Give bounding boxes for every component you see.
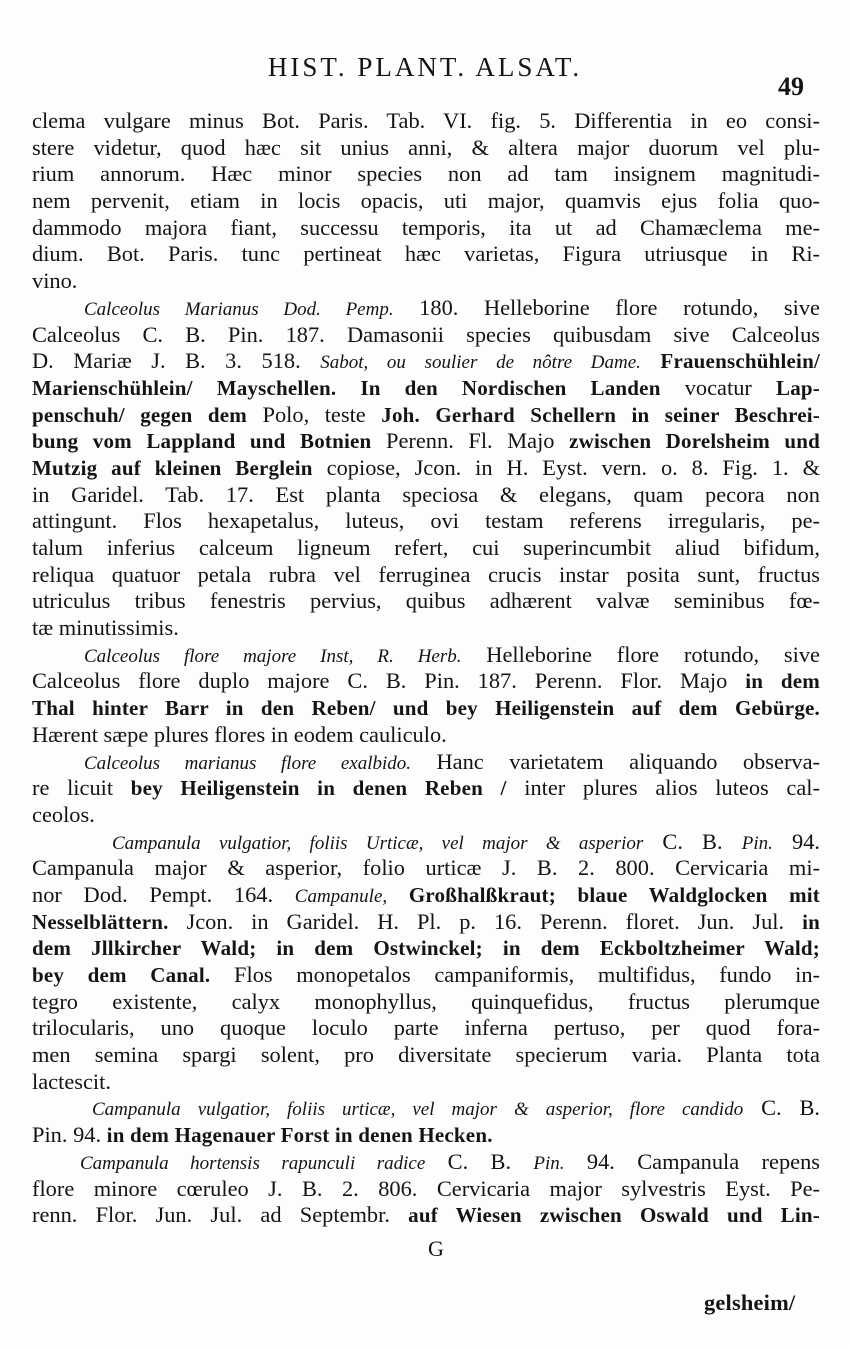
entry-heading-line: Calceolus marianus flore exalbido. Hanc varietatem aliquando observa-	[84, 748, 821, 774]
text-line: in Garidel. Tab. 17. Est planta speciosa & elegans, quam pecora non	[32, 481, 820, 507]
text-line: dem Jllkircher Wald; in dem Ostwinckel; in dem Eckboltzheimer Wald;	[32, 936, 820, 961]
text-line: D. Mariæ J. B. 3. 518. Sabot, ou soulier de nôtre Dame. Frauenschühlein/	[32, 348, 820, 374]
text-line: dammodo majora fiant, successu temporis, ita ut ad Chamæclema me-	[32, 214, 820, 240]
text-line: Thal hinter Barr in den Reben/ und bey Heiligenstein auf dem Gebürge.	[32, 696, 820, 721]
text-line: Campanula major & asperior, folio urticæ J. B. 2. 800. Cervicaria mi-	[32, 855, 820, 881]
text-line: vino.	[32, 268, 78, 294]
text-line: bung vom Lappland und Botnien Perenn. Fl. Majo zwischen Dorelsheim und	[32, 428, 820, 454]
text-line: stere videtur, quod hæc sit unius anni, & altera major duorum vel plu-	[32, 134, 820, 160]
text-line: Hærent sæpe plures flores in eodem cauliculo.	[32, 721, 447, 747]
text-line: men semina spargi solent, pro diversitate specierum varia. Planta tota	[32, 1042, 820, 1068]
entry-heading-line: Campanula vulgatior, foliis urticæ, vel major & asperior, flore candido C. B.	[92, 1095, 820, 1121]
text-line: Calceolus flore duplo majore C. B. Pin. 187. Perenn. Flor. Majo in dem	[32, 668, 820, 694]
text-line: rium annorum. Hæc minor species non ad tam insignem magnitudi-	[32, 161, 820, 187]
entry-heading-line: Campanula hortensis rapunculi radice C. B. Pin. 94. Campanula repens	[80, 1148, 820, 1174]
text-line: tegro existente, calyx monophyllus, quinquefidus, fructus plerumque	[32, 988, 820, 1014]
text-line: trilocularis, uno quoque loculo parte inferna pertuso, per quod fora-	[32, 1015, 820, 1041]
entry-heading-line: Calceolus Marianus Dod. Pemp. 180. Helleborine flore rotundo, sive	[84, 294, 820, 320]
text-line: re licuit bey Heiligenstein in denen Reben / inter plures alios luteos cal-	[32, 775, 820, 801]
entry-heading-line: Calceolus flore majore Inst, R. Herb. Helleborine flore rotundo, sive	[84, 641, 820, 667]
text-line: penschuh/ gegen dem Polo, teste Joh. Gerhard Schellern in seiner Beschrei-	[32, 401, 820, 427]
text-line: tæ minutissimis.	[32, 615, 179, 641]
text-line: renn. Flor. Jun. Jul. ad Septembr. auf Wiesen zwischen Oswald und Lin-	[32, 1202, 820, 1228]
text-line: bey dem Canal. Flos monopetalos campaniformis, multifidus, fundo in-	[32, 962, 820, 987]
text-line: clema vulgare minus Bot. Paris. Tab. VI. fig. 5. Differentia in eo consi-	[32, 108, 820, 133]
running-head: HIST. PLANT. ALSAT.	[267, 52, 583, 82]
text-line: attingunt. Flos hexapetalus, luteus, ovi testam referens irregularis, pe-	[32, 508, 820, 534]
text-line: utriculus tribus fenestris pervius, quibus adhærent valvæ seminibus fœ-	[32, 588, 820, 614]
text-line: reliqua quatuor petala rubra vel ferruginea crucis instar posita sunt, fructus	[32, 561, 820, 587]
text-line: flore minore cœruleo J. B. 2. 806. Cervicaria major sylvestris Eyst. Pe-	[32, 1175, 820, 1201]
text-line: dium. Bot. Paris. tunc pertineat hæc varietas, Figura utriusque in Ri-	[32, 241, 820, 267]
entry-heading-line: Campanula vulgatior, foliis Urticæ, vel major & asperior C. B. Pin. 94.	[112, 828, 820, 854]
text-line: talum inferius calceum ligneum refert, cui superincumbit aliud bifidum,	[32, 535, 820, 560]
signature-mark: G	[428, 1236, 444, 1261]
text-line: Mutzig auf kleinen Berglein copiose, Jcon. in H. Eyst. vern. o. 8. Fig. 1. &	[32, 454, 820, 480]
text-line: ceolos.	[32, 801, 95, 827]
text-line: Marienschühlein/ Mayschellen. In den Nordischen Landen vocatur Lap-	[32, 374, 820, 400]
text-line: Nesselblättern. Jcon. in Garidel. H. Pl. p. 16. Perenn. floret. Jun. Jul. in	[32, 908, 820, 934]
text-line: nor Dod. Pempt. 164. Campanule, Großhalßkraut; blaue Waldglocken mit	[32, 881, 820, 907]
catchword: gelsheim/	[704, 1290, 796, 1315]
text-line: Calceolus C. B. Pin. 187. Damasonii species quibusdam sive Calceolus	[32, 321, 820, 347]
page-number: 49	[778, 72, 804, 101]
text-line: Pin. 94. in dem Hagenauer Forst in denen Hecken.	[32, 1122, 493, 1148]
text-line: lactescit.	[32, 1068, 111, 1094]
body-text	[32, 108, 820, 1229]
text-line: nem pervenit, etiam in locis opacis, uti major, quamvis ejus folia quo-	[32, 188, 820, 214]
